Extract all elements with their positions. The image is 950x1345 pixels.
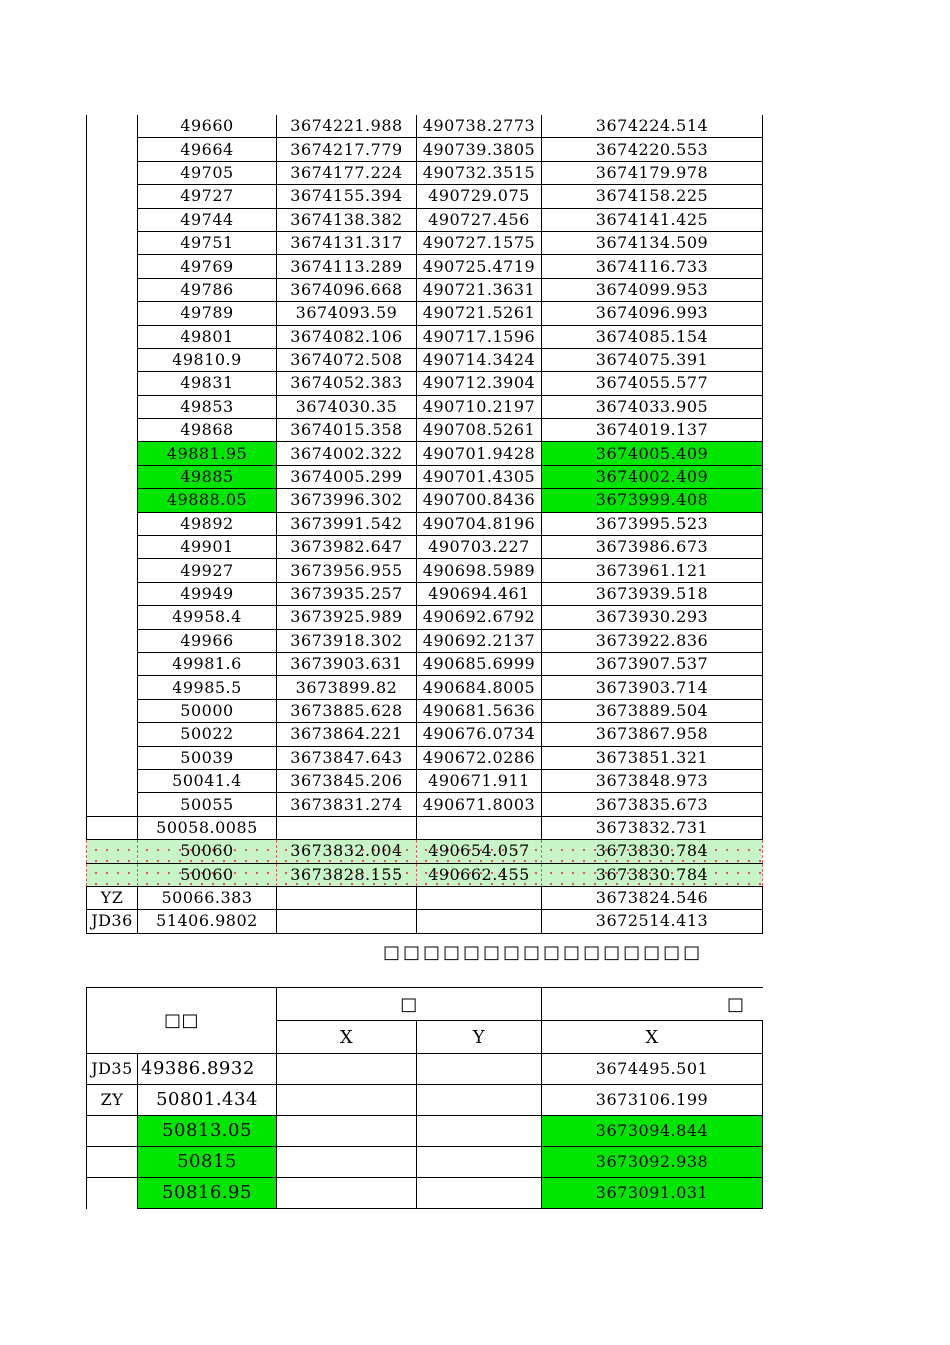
table-row: [87, 746, 763, 769]
y-cell: 490727.456: [417, 208, 542, 231]
x2-cell: 3674002.409: [542, 465, 763, 488]
x-cell: 3673832.004: [277, 840, 417, 863]
y-cell: 490676.0734: [417, 723, 542, 746]
y-cell: 490662.455: [417, 863, 542, 886]
table-row: [87, 910, 763, 933]
row-label: [87, 699, 138, 722]
station-cell: 49966: [138, 629, 277, 652]
y-cell: 490717.1596: [417, 325, 542, 348]
station-cell: 49853: [138, 395, 277, 418]
row-label: [87, 465, 138, 488]
y-cell: 490725.4719: [417, 255, 542, 278]
table-row: [87, 395, 763, 418]
station-cell: 49786: [138, 278, 277, 301]
station-cell: 49769: [138, 255, 277, 278]
x-cell: [277, 1147, 417, 1178]
table-row: [87, 278, 763, 301]
table-row: [87, 419, 763, 442]
x2-cell: 3673835.673: [542, 793, 763, 816]
table-row: [87, 629, 763, 652]
row-label: ZY: [87, 1085, 138, 1116]
x-cell: 3674217.779: [277, 138, 417, 161]
x-cell: 3673864.221: [277, 723, 417, 746]
coordinate-table-upper: [86, 115, 763, 934]
station-cell: 49927: [138, 559, 277, 582]
x2-cell: 3673094.844: [542, 1116, 763, 1147]
x-cell: 3673956.955: [277, 559, 417, 582]
table-row: [87, 1085, 763, 1116]
y-cell: [417, 1054, 542, 1085]
y-cell: 490714.3424: [417, 348, 542, 371]
station-cell: 50801.434: [138, 1085, 277, 1116]
header-col-x: X: [277, 1021, 417, 1054]
y-cell: [417, 1116, 542, 1147]
y-cell: 490701.9428: [417, 442, 542, 465]
row-label: [87, 395, 138, 418]
row-label: [87, 1116, 138, 1147]
y-cell: 490684.8005: [417, 676, 542, 699]
row-label: [87, 676, 138, 699]
table-row: [87, 1147, 763, 1178]
y-cell: 490727.1575: [417, 231, 542, 254]
y-cell: 490738.2773: [417, 115, 542, 138]
y-cell: 490710.2197: [417, 395, 542, 418]
station-cell: 50816.95: [138, 1178, 277, 1209]
station-cell: 50813.05: [138, 1116, 277, 1147]
table-row: [87, 512, 763, 535]
station-cell: 49751: [138, 231, 277, 254]
x2-cell: 3673832.731: [542, 816, 763, 839]
coordinate-table-upper-body: [87, 115, 763, 933]
x2-cell: 3673848.973: [542, 769, 763, 792]
x-cell: 3674113.289: [277, 255, 417, 278]
y-cell: 490671.8003: [417, 793, 542, 816]
x-cell: [277, 910, 417, 933]
y-cell: 490701.4305: [417, 465, 542, 488]
x2-cell: 3674141.425: [542, 208, 763, 231]
y-cell: 490692.6792: [417, 606, 542, 629]
x2-cell: 3674158.225: [542, 185, 763, 208]
row-label: [87, 793, 138, 816]
table-row: [87, 723, 763, 746]
header-group-2-label: □: [726, 993, 745, 1015]
table-row: [87, 115, 763, 138]
x-cell: 3673845.206: [277, 769, 417, 792]
station-cell: 49949: [138, 582, 277, 605]
station-cell: 49881.95: [138, 442, 277, 465]
x-cell: 3674015.358: [277, 419, 417, 442]
row-label: [87, 419, 138, 442]
x2-cell: 3674085.154: [542, 325, 763, 348]
station-cell: 49801: [138, 325, 277, 348]
x-cell: 3673991.542: [277, 512, 417, 535]
station-cell: 49664: [138, 138, 277, 161]
x2-cell: 3674179.978: [542, 161, 763, 184]
table-row: [87, 231, 763, 254]
y-cell: 490739.3805: [417, 138, 542, 161]
row-label: [87, 278, 138, 301]
header-col-x2: X: [542, 1021, 763, 1054]
x2-cell: 3674005.409: [542, 442, 763, 465]
station-cell: 50058.0085: [138, 816, 277, 839]
y-cell: [417, 910, 542, 933]
x2-cell: 3673851.321: [542, 746, 763, 769]
x-cell: 3674131.317: [277, 231, 417, 254]
x-cell: 3674096.668: [277, 278, 417, 301]
y-cell: 490729.075: [417, 185, 542, 208]
station-cell: 50060: [138, 863, 277, 886]
x2-cell: 3672514.413: [542, 910, 763, 933]
x-cell: 3673918.302: [277, 629, 417, 652]
table-row: [87, 582, 763, 605]
row-label: [87, 372, 138, 395]
station-cell: 49958.4: [138, 606, 277, 629]
table-row: [87, 465, 763, 488]
table-row: [87, 1178, 763, 1209]
coordinate-table-lower-body: [87, 1054, 763, 1209]
row-label: [87, 652, 138, 675]
table-row: [87, 863, 763, 886]
y-cell: [417, 886, 542, 909]
header-station: □□: [87, 988, 277, 1054]
x2-cell: 3674134.509: [542, 231, 763, 254]
station-cell: 50066.383: [138, 886, 277, 909]
table-row: [87, 793, 763, 816]
row-label: [87, 536, 138, 559]
x2-cell: 3674224.514: [542, 115, 763, 138]
station-cell: 49810.9: [138, 348, 277, 371]
x-cell: 3673828.155: [277, 863, 417, 886]
y-cell: 490721.3631: [417, 278, 542, 301]
row-label: [87, 231, 138, 254]
row-label: [87, 348, 138, 371]
row-label: [87, 606, 138, 629]
station-cell: 49885: [138, 465, 277, 488]
x-cell: 3673847.643: [277, 746, 417, 769]
x2-cell: 3673092.938: [542, 1147, 763, 1178]
table-row: [87, 886, 763, 909]
row-label: [87, 769, 138, 792]
row-label: [87, 161, 138, 184]
x-cell: [277, 1178, 417, 1209]
x-cell: [277, 886, 417, 909]
x-cell: 3673831.274: [277, 793, 417, 816]
x2-cell: 3673903.714: [542, 676, 763, 699]
row-label: [87, 325, 138, 348]
y-cell: 490694.461: [417, 582, 542, 605]
header-group-1: □: [277, 988, 542, 1021]
x2-cell: 3673889.504: [542, 699, 763, 722]
x2-cell: 3674075.391: [542, 348, 763, 371]
table-row: [87, 536, 763, 559]
y-cell: 490708.5261: [417, 419, 542, 442]
x2-cell: 3673986.673: [542, 536, 763, 559]
row-label: [87, 302, 138, 325]
row-label: [87, 723, 138, 746]
row-label: [87, 1147, 138, 1178]
row-label: [87, 816, 138, 839]
coordinate-table-lower: [86, 987, 763, 1209]
table-row: [87, 1054, 763, 1085]
x2-cell: 3673939.518: [542, 582, 763, 605]
station-cell: 50041.4: [138, 769, 277, 792]
x-cell: 3674002.322: [277, 442, 417, 465]
station-cell: 49888.05: [138, 489, 277, 512]
y-cell: 490704.8196: [417, 512, 542, 535]
x-cell: 3674093.59: [277, 302, 417, 325]
station-cell: 49727: [138, 185, 277, 208]
station-cell: 49831: [138, 372, 277, 395]
y-cell: 490671.911: [417, 769, 542, 792]
y-cell: [417, 1085, 542, 1116]
row-label: [87, 840, 138, 863]
row-label: JD35: [87, 1054, 138, 1085]
table-row: [87, 255, 763, 278]
x2-cell: 3674116.733: [542, 255, 763, 278]
station-cell: 50055: [138, 793, 277, 816]
x-cell: 3674072.508: [277, 348, 417, 371]
table-row: [87, 348, 763, 371]
row-label: [87, 1178, 138, 1209]
station-cell: 51406.9802: [138, 910, 277, 933]
table-row: [87, 161, 763, 184]
x-cell: 3673899.82: [277, 676, 417, 699]
table-row: [87, 816, 763, 839]
table-row: [87, 372, 763, 395]
table-row: [87, 489, 763, 512]
x-cell: 3674155.394: [277, 185, 417, 208]
row-label: [87, 863, 138, 886]
x2-cell: 3673830.784: [542, 863, 763, 886]
y-cell: 490698.5989: [417, 559, 542, 582]
x-cell: 3674138.382: [277, 208, 417, 231]
y-cell: 490732.3515: [417, 161, 542, 184]
x-cell: [277, 1116, 417, 1147]
x2-cell: 3674099.953: [542, 278, 763, 301]
y-cell: 490681.5636: [417, 699, 542, 722]
x2-cell: 3673930.293: [542, 606, 763, 629]
x2-cell: 3673830.784: [542, 840, 763, 863]
x2-cell: 3673995.523: [542, 512, 763, 535]
table-row: [87, 185, 763, 208]
x-cell: 3674221.988: [277, 115, 417, 138]
y-cell: [417, 816, 542, 839]
header-col-y: Y: [417, 1021, 542, 1054]
station-cell: 50000: [138, 699, 277, 722]
y-cell: 490692.2137: [417, 629, 542, 652]
station-cell: 49892: [138, 512, 277, 535]
x-cell: 3674052.383: [277, 372, 417, 395]
table-row: [87, 652, 763, 675]
y-cell: 490685.6999: [417, 652, 542, 675]
row-label: [87, 138, 138, 161]
x-cell: 3674005.299: [277, 465, 417, 488]
row-label: JD36: [87, 910, 138, 933]
table-row: [87, 325, 763, 348]
station-cell: 50039: [138, 746, 277, 769]
x-cell: [277, 816, 417, 839]
table-row: [87, 138, 763, 161]
x2-cell: 3674096.993: [542, 302, 763, 325]
y-cell: 490700.8436: [417, 489, 542, 512]
x-cell: 3673982.647: [277, 536, 417, 559]
row-label: [87, 255, 138, 278]
x-cell: [277, 1054, 417, 1085]
y-cell: 490703.227: [417, 536, 542, 559]
station-cell: 49868: [138, 419, 277, 442]
table-row: [87, 1116, 763, 1147]
x2-cell: 3673106.199: [542, 1085, 763, 1116]
x2-cell: 3673824.546: [542, 886, 763, 909]
station-cell: 50060: [138, 840, 277, 863]
y-cell: 490654.057: [417, 840, 542, 863]
x-cell: 3674177.224: [277, 161, 417, 184]
table-row: [87, 559, 763, 582]
station-cell: 50022: [138, 723, 277, 746]
x-cell: 3673885.628: [277, 699, 417, 722]
row-label: [87, 115, 138, 138]
x-cell: 3674030.35: [277, 395, 417, 418]
row-label: [87, 185, 138, 208]
x2-cell: 3673999.408: [542, 489, 763, 512]
x2-cell: 3673922.836: [542, 629, 763, 652]
station-cell: 50815: [138, 1147, 277, 1178]
y-cell: [417, 1178, 542, 1209]
x2-cell: 3673961.121: [542, 559, 763, 582]
table-caption: □□□□□□□□□□□□□□□□: [383, 942, 704, 963]
row-label: [87, 582, 138, 605]
x2-cell: 3674019.137: [542, 419, 763, 442]
row-label: [87, 746, 138, 769]
row-label: [87, 629, 138, 652]
station-cell: 49789: [138, 302, 277, 325]
x-cell: 3673903.631: [277, 652, 417, 675]
table-row: [87, 442, 763, 465]
station-cell: 49660: [138, 115, 277, 138]
station-cell: 49705: [138, 161, 277, 184]
x-cell: 3673996.302: [277, 489, 417, 512]
x2-cell: 3673907.537: [542, 652, 763, 675]
y-cell: 490712.3904: [417, 372, 542, 395]
x-cell: 3674082.106: [277, 325, 417, 348]
y-cell: 490672.0286: [417, 746, 542, 769]
table-row: [87, 606, 763, 629]
x2-cell: 3673091.031: [542, 1178, 763, 1209]
y-cell: 490721.5261: [417, 302, 542, 325]
y-cell: [417, 1147, 542, 1178]
x-cell: 3673925.989: [277, 606, 417, 629]
x-cell: 3673935.257: [277, 582, 417, 605]
station-cell: 49744: [138, 208, 277, 231]
x-cell: [277, 1085, 417, 1116]
row-label: [87, 208, 138, 231]
x2-cell: 3674220.553: [542, 138, 763, 161]
table-row: [87, 840, 763, 863]
table-row: [87, 302, 763, 325]
table-row: [87, 699, 763, 722]
row-label: [87, 442, 138, 465]
row-label: [87, 489, 138, 512]
header-row-1: [87, 988, 763, 1021]
x2-cell: 3674495.501: [542, 1054, 763, 1085]
header-group-2: [542, 988, 763, 1021]
row-label: YZ: [87, 886, 138, 909]
x2-cell: 3674033.905: [542, 395, 763, 418]
table-row: [87, 208, 763, 231]
table-row: [87, 676, 763, 699]
station-cell: 49981.6: [138, 652, 277, 675]
station-cell: 49985.5: [138, 676, 277, 699]
station-cell: 49901: [138, 536, 277, 559]
row-label: [87, 512, 138, 535]
x2-cell: 3673867.958: [542, 723, 763, 746]
row-label: [87, 559, 138, 582]
station-cell: 49386.8932: [138, 1054, 277, 1085]
x2-cell: 3674055.577: [542, 372, 763, 395]
table-row: [87, 769, 763, 792]
